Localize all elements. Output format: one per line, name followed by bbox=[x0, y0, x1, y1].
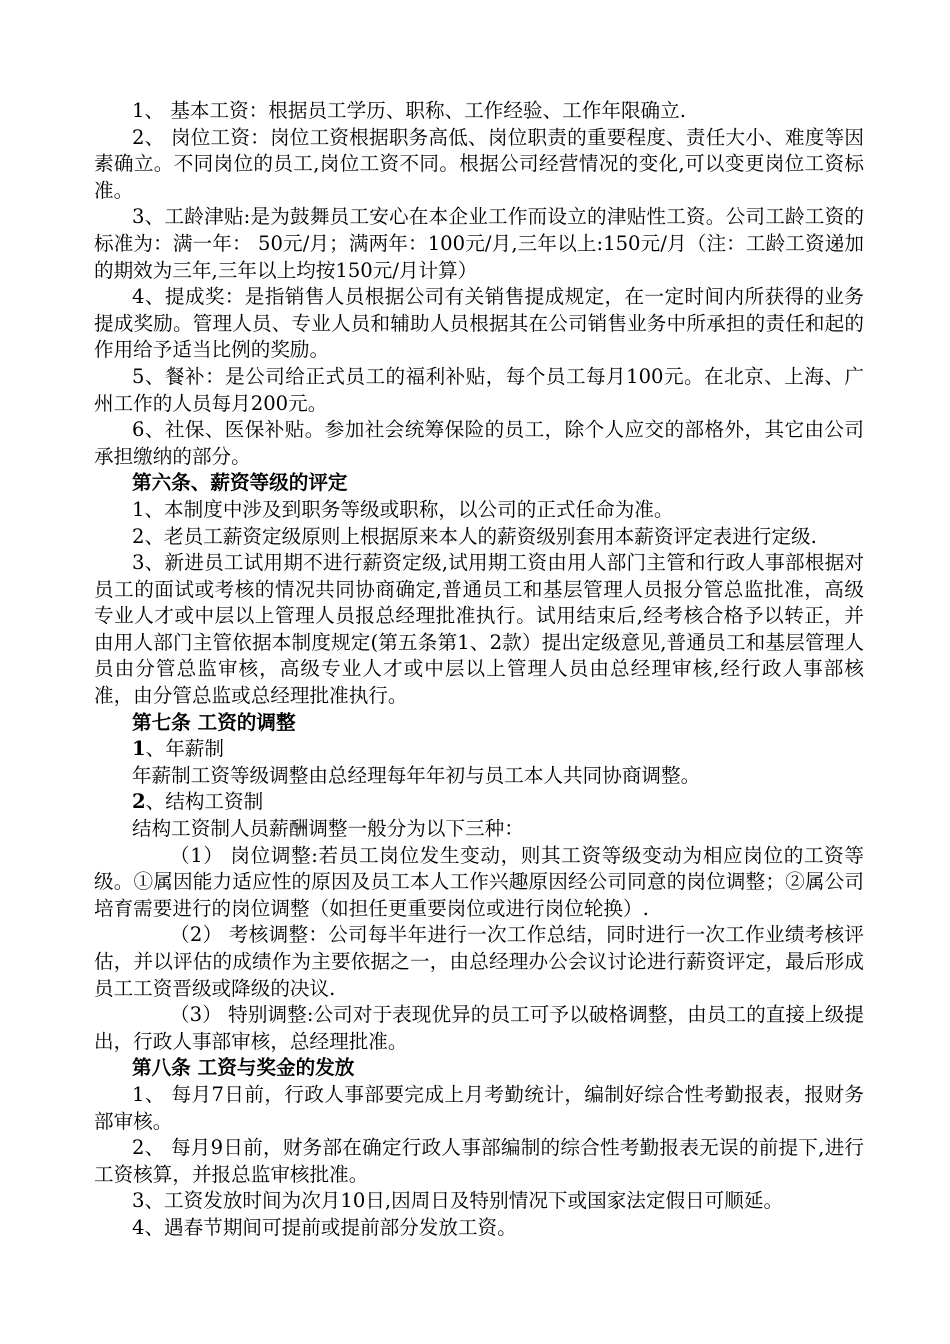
subheading-structured-salary bbox=[94, 789, 864, 816]
paragraph-grade-rule-1: 1、本制度中涉及到职务等级或职称，以公司的正式任命为准。 bbox=[132, 497, 674, 521]
paragraph-payroll-2: 2、 每月9日前，财务部在确定行政人事部编制的综合性考勤报表无误的前提下,进行工资核算，并报总监审核批准。 bbox=[94, 1136, 864, 1186]
subheading-text: 、年薪制 bbox=[145, 737, 225, 761]
paragraph-grade-rule-2: 2、老员工薪资定级原则上根据原来本人的薪资级别套用本薪资评定表进行定级. bbox=[132, 524, 817, 548]
section-heading-article-6: 第六条、薪资等级的评定 bbox=[132, 471, 348, 495]
section-heading-article-8: 第八条 工资与奖金的发放 bbox=[132, 1056, 355, 1080]
paragraph-meal-allowance: 5、餐补：是公司给正式员工的福利补贴，每个员工每月100元。在北京、上海、广州工作的人员每月200元。 bbox=[94, 364, 864, 415]
paragraph-seniority-allowance: 3、工龄津贴:是为鼓舞员工安心在本企业工作而设立的津贴性工资。公司工龄工资的标准为：满一年： 50元/月；满两年：100元/月,三年以上:150元/月（注：工龄工资递加的期效为三年,三年以上均按150元/月计算） bbox=[94, 205, 864, 282]
paragraph-special-adjustment: （3） 特别调整:公司对于表现优异的员工可予以破格调整，由员工的直接上级提出，行政人事部审核，总经理批准。 bbox=[94, 1003, 864, 1053]
paragraph-annual-salary: 年薪制工资等级调整由总经理每年年初与员工本人共同协商调整。 bbox=[132, 763, 701, 787]
subheading-annual-salary bbox=[94, 736, 864, 763]
paragraph-assessment-adjustment: （2） 考核调整：公司每半年进行一次工作总结，同时进行一次工作业绩考核评估，并以评估的成绩作为主要依据之一，由总经理办公会议讨论进行薪资评定，最后形成员工工资晋级或降级的决议. bbox=[94, 923, 864, 1000]
paragraph-structured-salary: 结构工资制人员薪酬调整一般分为以下三种： bbox=[132, 817, 524, 841]
subheading-text: 、结构工资制 bbox=[145, 790, 264, 814]
paragraph-position-salary: 2、 岗位工资：岗位工资根据职务高低、岗位职责的重要程度、责任大小、难度等因素确立。不同岗位的员工,岗位工资不同。根据公司经营情况的变化,可以变更岗位工资标准。 bbox=[94, 125, 864, 202]
paragraph-commission: 4、提成奖：是指销售人员根据公司有关销售提成规定，在一定时间内所获得的业务提成奖励。管理人员、专业人员和辅助人员根据其在公司销售业务中所承担的责任和起的作用给予适当比例的奖励。 bbox=[94, 285, 864, 362]
paragraph-payroll-1: 1、 每月7日前，行政人事部要完成上月考勤统计，编制好综合性考勤报表，报财务部审核。 bbox=[94, 1082, 864, 1133]
subheading-number: 2 bbox=[132, 790, 146, 814]
paragraph-insurance: 6、社保、医保补贴。参加社会统筹保险的员工，除个人应交的部格外，其它由公司承担缴纳的部分。 bbox=[94, 418, 864, 468]
section-heading-article-7: 第七条 工资的调整 bbox=[132, 710, 296, 734]
paragraph-basic-salary: 1、 基本工资：根据员工学历、职称、工作经验、工作年限确立. bbox=[132, 99, 686, 122]
paragraph-payroll-4: 4、遇春节期间可提前或提前部分发放工资。 bbox=[132, 1215, 517, 1239]
document-body bbox=[94, 98, 864, 1242]
paragraph-payroll-3: 3、工资发放时间为次月10日,因周日及特别情况下或国家法定假日可顺延。 bbox=[132, 1189, 784, 1213]
subheading-number: 1 bbox=[132, 737, 146, 761]
paragraph-grade-rule-3: 3、新进员工试用期不进行薪资定级,试用期工资由用人部门主管和行政人事部根据对员工的面试或考核的情况共同协商确定,普通员工和基层管理人员报分管总监批准，高级专业人才或中层以上管理人员报总经理批准执行。试用结束后,经考核合格予以转正，并由用人部门主管依据本制度规定(第五条第1、2款）提出定级意见,普通员工和基层管理人员由分管总监审核，高级专业人才或中层以上管理人员由总经理审核,经行政人事部核准，由分管总监或总经理批准执行。 bbox=[94, 551, 864, 708]
paragraph-position-adjustment: （1） 岗位调整:若员工岗位发生变动，则其工资等级变动为相应岗位的工资等级。①属因能力适应性的原因及员工本人工作兴趣原因经公司同意的岗位调整；②属公司培育需要进行的岗位调整（如担任更重要岗位或进行岗位轮换）. bbox=[94, 843, 864, 920]
